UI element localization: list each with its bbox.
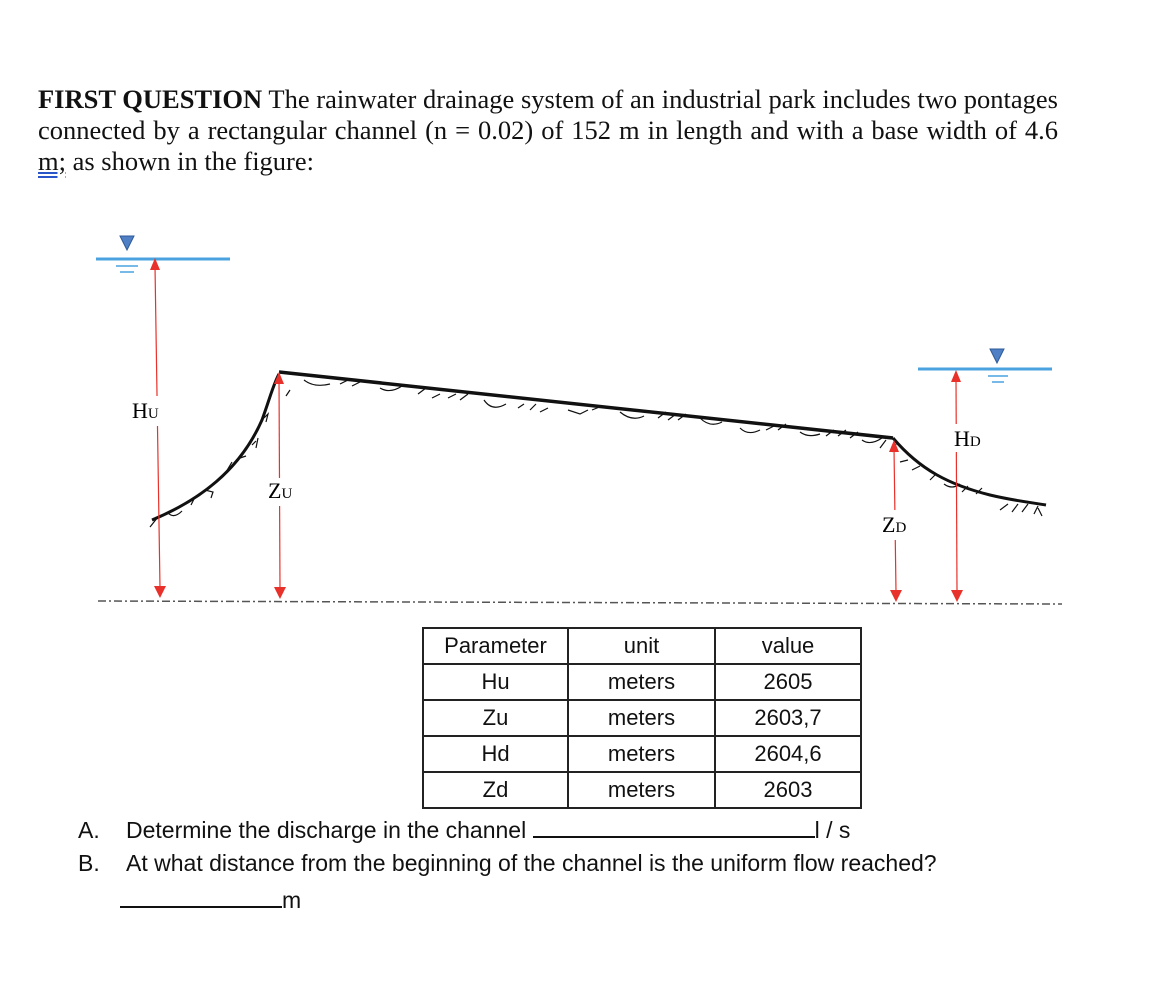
zu-label: ZU — [268, 478, 293, 503]
hu-label: HU — [132, 398, 159, 423]
downstream-water-level-icon — [990, 349, 1004, 363]
table-cell: Zu — [423, 700, 568, 736]
answer-b-unit: m — [282, 887, 302, 913]
table-header-cell: Parameter — [423, 628, 568, 664]
question-b — [78, 848, 937, 878]
table-cell: Hd — [423, 736, 568, 772]
answer-b-blank[interactable] — [120, 884, 282, 908]
question-a-text: Determine the discharge in the channel — [126, 817, 527, 843]
table-cell: 2603,7 — [715, 700, 861, 736]
question-text-m: m; — [38, 146, 66, 176]
upstream-water-level-icon — [120, 236, 134, 250]
hu-arrow-head-bottom — [154, 586, 166, 598]
table-row — [423, 664, 861, 700]
hd-arrow-line — [956, 378, 957, 592]
table-cell: 2605 — [715, 664, 861, 700]
answer-a-unit: l / s — [814, 817, 851, 843]
table-cell: 2604,6 — [715, 736, 861, 772]
question-text-part1: The rainwater drainage system of an industrial park includes two pontages connected by a rectangular channel (n = 0.02) of 152 m in length and with a base width of 4.6 — [38, 84, 1058, 145]
upstream-bank — [152, 374, 279, 520]
zu-arrow-head-bottom — [274, 587, 286, 599]
question-a — [78, 814, 850, 845]
table-header-row — [423, 628, 861, 664]
question-text-part2: as shown in the figure: — [65, 146, 315, 176]
hu-arrow-line — [155, 266, 160, 588]
answer-b-line — [120, 884, 301, 915]
zd-arrow-head-bottom — [890, 590, 902, 602]
question-b-letter: B. — [78, 850, 100, 876]
hd-arrow-head-top — [951, 370, 961, 382]
table-row — [423, 700, 861, 736]
table-row — [423, 736, 861, 772]
hd-arrow-head-bottom — [951, 590, 963, 602]
table-cell: meters — [568, 736, 715, 772]
hd-label: HD — [954, 426, 981, 451]
datum-line — [98, 601, 1062, 604]
parameters-table — [422, 627, 862, 809]
zd-label: ZD — [882, 512, 907, 537]
table-cell: Hu — [423, 664, 568, 700]
question-b-text: At what distance from the beginning of the channel is the uniform flow reached? — [126, 850, 937, 876]
channel-bed — [279, 372, 893, 438]
table-cell: meters — [568, 772, 715, 808]
answer-a-blank[interactable] — [533, 814, 815, 838]
table-cell: meters — [568, 664, 715, 700]
table-row — [423, 772, 861, 808]
question-a-letter: A. — [78, 817, 100, 843]
table-cell: 2603 — [715, 772, 861, 808]
table-header-cell: value — [715, 628, 861, 664]
table-cell: Zd — [423, 772, 568, 808]
table-header-cell: unit — [568, 628, 715, 664]
question-title: FIRST QUESTION — [38, 84, 263, 114]
table-cell: meters — [568, 700, 715, 736]
